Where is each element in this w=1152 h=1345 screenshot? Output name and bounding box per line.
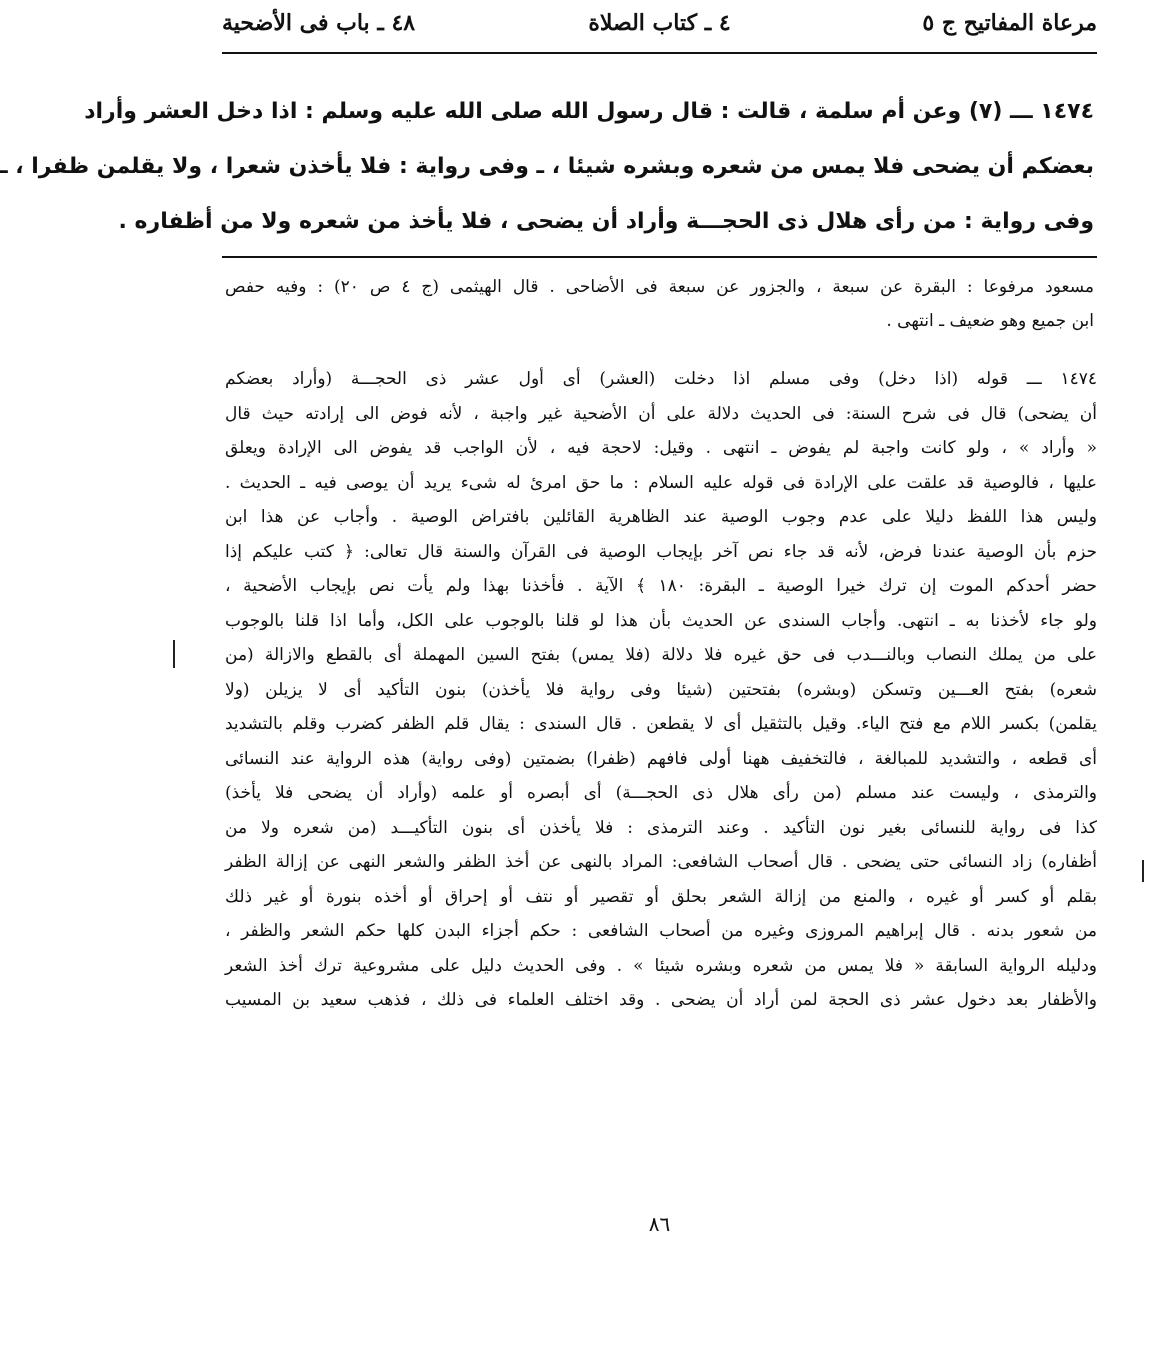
commentary-line: من شعور بدنه . قال إبراهيم المروزى وغيره من أصحاب الشافعى : حكم أجزاء البدن كلها حكم الشعر والظفر ،	[225, 921, 1097, 941]
hadith-line: بعضكم أن يضحى فلا يمس من شعره وبشره شيئا ، ـ وفى رواية : فلا يأخذن شعرا ، ولا يقلمن ظفرا ، ـ	[0, 154, 1094, 179]
continued-note	[225, 270, 1094, 338]
commentary-line: يقلمن) بكسر اللام مع فتح الياء. وقيل بالتثقيل أى لا يقطعن . قال السندى : يقال قلم الظفر كضرب وقلم بالتشديد	[225, 714, 1097, 734]
header-chapter-title: ٤ ـ كتاب الصلاة	[588, 10, 731, 36]
commentary-line: بقلم أو كسر أو غيره ، والمنع من إزالة الشعر بحلق أو تقصير أو نتف أو إحراق أو أخذه بنورة أو غير ذلك	[225, 886, 1097, 907]
commentary-line: ودليله الرواية السابقة « فلا يمس من شعره وبشره شيئا » . وفى الحديث دليل على مشروعية ترك أخذ الشعر	[225, 955, 1097, 976]
commentary-line: أن يضحى) قال فى شرح السنة: فى الحديث دلالة على أن الأضحية غير واجبة ، لأنه فوض الى إرادته حيث قال	[225, 403, 1097, 424]
scan-edge-mark	[1142, 860, 1144, 882]
commentary-line: وليس هذا اللفظ دليلا على عدم وجوب الوصية عند الظاهرية القائلين بافتراض الوصية . وأجاب عن هذا ابن	[225, 507, 1097, 527]
hadith-text	[0, 84, 1094, 249]
hadith-line: ١٤٧٤ ـــ (٧) وعن أم سلمة ، قالت : قال رسول الله صلى الله عليه وسلم : اذا دخل العشر وأراد	[84, 99, 1094, 124]
commentary-line: أظفاره) زاد النسائى حتى يضحى . قال أصحاب الشافعى: المراد بالنهى عن أخذ الظفر والشعر النهى عن إزالة الظفر	[225, 852, 1097, 872]
commentary-line: أى قطعه ، والتشديد للمبالغة ، فالتخفيف ههنا أولى فافهم (ظفرا) بضمتين (وفى رواية) هذه الرواية عند النسائى	[225, 748, 1097, 769]
page-number: ٨٦	[648, 1212, 671, 1236]
commentary-line: ١٤٧٤ ـــ قوله (اذا دخل) وفى مسلم اذا دخلت (العشر) أى أول عشر ذى الحجـــة (وأراد بعضكم	[225, 369, 1097, 389]
hadith-divider	[222, 256, 1097, 258]
running-header	[222, 6, 1097, 50]
commentary-line: شعره) بفتح العـــين وتسكن (وبشره) بفتحتين (شيئا وفى رواية فلا يأخذن) بنون التأكيد أى لا يزيلن (ولا	[225, 679, 1097, 700]
note-line: ابن جميع وهو ضعيف ـ انتهى .	[886, 311, 1094, 331]
header-book-title: مرعاة المفاتيح ج ٥	[922, 10, 1097, 36]
commentary-line: حضر أحدكم الموت إن ترك خيرا الوصية ـ البقرة: ١٨٠ ﴾ الآية . فأخذنا بهذا ولم يأت نص بإيجاب الأضحية ،	[225, 576, 1097, 596]
commentary-line: على من يملك النصاب وبالنـــدب فى حق غيره فلا دلالة (فلا يمس) بفتح السين المهملة أى بالقطع والازالة (من	[225, 645, 1097, 665]
note-line: مسعود مرفوعا : البقرة عن سبعة ، والجزور عن سبعة فى الأضاحى . قال الهيثمى (ج ٤ ص ٢٠) : وفيه حفص	[225, 277, 1094, 297]
commentary-line: والأظفار بعد دخول عشر ذى الحجة لمن أراد أن يضحى . وقد اختلف العلماء فى ذلك ، فذهب سعيد بن المسيب	[225, 990, 1097, 1010]
header-divider	[222, 52, 1097, 54]
commentary-text	[225, 362, 1097, 1018]
commentary-line: ولو جاء لأخذنا به ـ انتهى. وأجاب السندى عن الحديث بأن هذا لو قلنا بالوجوب على الكل، وأما اذا قلنا بالوجوب	[225, 610, 1097, 631]
header-section-title: ٤٨ ـ باب فى الأضحية	[222, 10, 416, 36]
scan-edge-mark	[173, 640, 175, 668]
commentary-line: حزم بأن الوصية عندنا فرض، لأنه قد جاء نص آخر بإيجاب الوصية فى القرآن والسنة قال تعالى: ﴿ كتب عليكم إذا	[225, 541, 1097, 562]
hadith-line: وفى رواية : من رأى هلال ذى الحجـــة وأراد أن يضحى ، فلا يأخذ من شعره ولا من أظفاره .	[118, 209, 1094, 234]
commentary-line: والترمذى ، وليست عند مسلم (من رأى هلال ذى الحجـــة) أى أبصره أو علمه (وأراد أن يضحى فلا يأخذ)	[225, 783, 1097, 803]
commentary-line: « وأراد » ، ولو كانت واجبة لم يفوض ـ انتهى . وقيل: لاحجة فيه ، لأن الواجب قد يفوض الى الإرادة ويعلق	[225, 438, 1097, 458]
commentary-line: عليها ، فالوصية قد علقت على الإرادة فى قوله عليه السلام : ما حق امرئ له شىء يريد أن يوصى فيه ـ الحديث .	[225, 472, 1097, 493]
commentary-line: كذا فى رواية للنسائى بغير نون التأكيد . وعند الترمذى : فلا يأخذن أى بنون التأكيـــد (من شعره ولا من	[225, 817, 1097, 838]
